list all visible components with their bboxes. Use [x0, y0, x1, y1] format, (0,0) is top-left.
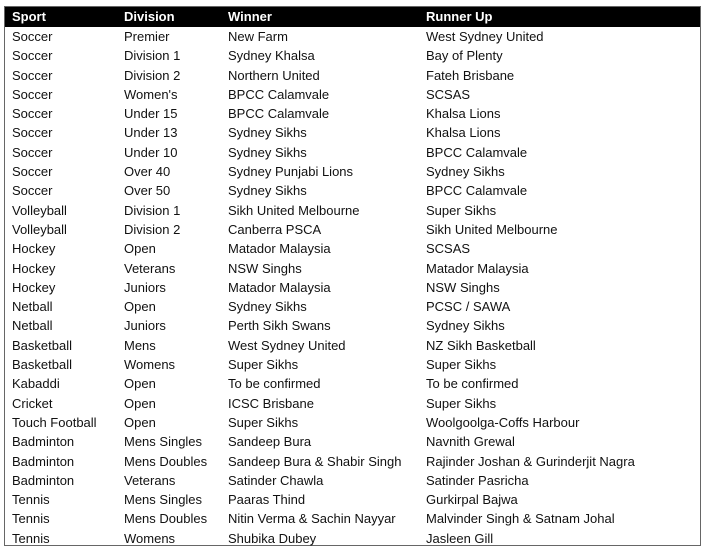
winner-cell: Matador Malaysia [228, 241, 331, 257]
sport-cell: Soccer [12, 29, 53, 44]
table-row [5, 394, 700, 413]
sport-cell: Tennis [12, 511, 50, 527]
division-cell: Open [124, 241, 156, 257]
table-row [5, 181, 700, 200]
runner-up-cell: Bay of Plenty [426, 48, 503, 64]
runner-up-cell: Sydney Sikhs [426, 318, 505, 334]
division-cell: Premier [124, 29, 170, 44]
division-cell: Division 1 [124, 48, 181, 64]
table-row [5, 259, 700, 278]
runner-up-cell: BPCC Calamvale [426, 144, 528, 160]
winner-cell: ICSC Brisbane [228, 395, 314, 411]
table-row [5, 239, 700, 258]
winner-cell: Nitin Verma & Sachin Nayyar [228, 511, 396, 527]
runner-up-cell: Super Sikhs [426, 202, 497, 218]
header-division: Division [124, 9, 175, 24]
table-row [5, 143, 700, 162]
sport-cell: Volleyball [12, 202, 67, 218]
sport-cell: Hockey [12, 241, 56, 257]
winner-cell: Sikh United Melbourne [228, 202, 360, 218]
sport-cell: Netball [12, 299, 53, 315]
winner-cell: Paaras Thind [228, 492, 306, 508]
winner-cell: Sandeep Bura [228, 434, 312, 450]
runner-up-cell: Jasleen Gill [426, 530, 494, 546]
sport-cell: Touch Football [12, 414, 97, 430]
table-row [5, 452, 700, 471]
division-cell: Juniors [124, 318, 166, 334]
division-cell: Veterans [124, 472, 176, 488]
runner-up-cell: Sikh United Melbourne [426, 221, 558, 237]
sport-cell: Cricket [12, 395, 53, 411]
table-row [5, 413, 700, 432]
winner-cell: Super Sikhs [228, 357, 299, 373]
division-cell: Mens Doubles [124, 453, 208, 469]
table-row [5, 490, 700, 509]
runner-up-cell: Super Sikhs [426, 395, 497, 411]
table-row [5, 27, 700, 46]
division-cell: Under 10 [124, 144, 178, 160]
division-cell: Open [124, 299, 156, 315]
results-table [4, 6, 701, 546]
runner-up-cell: Malvinder Singh & Satnam Johal [426, 511, 615, 527]
sport-cell: Tennis [12, 492, 50, 508]
runner-up-cell: Rajinder Joshan & Gurinderjit Nagra [426, 453, 635, 469]
runner-up-cell: West Sydney United [426, 29, 544, 44]
runner-up-cell: NZ Sikh Basketball [426, 337, 536, 353]
table-row [5, 201, 700, 220]
runner-up-cell: Khalsa Lions [426, 106, 501, 122]
runner-up-cell: SCSAS [426, 86, 471, 102]
winner-cell: NSW Singhs [228, 260, 302, 276]
division-cell: Womens [124, 530, 176, 546]
table-row [5, 278, 700, 297]
sport-cell: Soccer [12, 86, 53, 102]
division-cell: Mens Doubles [124, 511, 208, 527]
winner-cell: Super Sikhs [228, 414, 299, 430]
runner-up-cell: Matador Malaysia [426, 260, 529, 276]
sport-cell: Kabaddi [12, 376, 60, 392]
winner-cell: West Sydney United [228, 337, 346, 353]
table-row [5, 85, 700, 104]
winner-cell: New Farm [228, 29, 288, 44]
runner-up-cell: Gurkirpal Bajwa [426, 492, 518, 508]
sport-cell: Soccer [12, 106, 53, 122]
winner-cell: Matador Malaysia [228, 279, 331, 295]
header-winner: Winner [228, 9, 272, 24]
winner-cell: Sandeep Bura & Shabir Singh [228, 453, 402, 469]
sport-cell: Hockey [12, 260, 56, 276]
division-cell: Open [124, 376, 156, 392]
sport-cell: Volleyball [12, 221, 67, 237]
division-cell: Women's [124, 86, 178, 102]
sport-cell: Badminton [12, 453, 75, 469]
winner-cell: Canberra PSCA [228, 221, 322, 237]
division-cell: Mens [124, 337, 156, 353]
winner-cell: Sydney Sikhs [228, 299, 307, 315]
sport-cell: Badminton [12, 434, 75, 450]
division-cell: Division 2 [124, 67, 181, 83]
runner-up-cell: Navnith Grewal [426, 434, 515, 450]
sport-cell: Basketball [12, 357, 72, 373]
table-row [5, 316, 700, 335]
sport-cell: Soccer [12, 164, 53, 180]
table-row [5, 46, 700, 65]
table-body [5, 27, 700, 548]
winner-cell: Sydney Sikhs [228, 183, 307, 199]
sport-cell: Soccer [12, 125, 53, 141]
winner-cell: Sydney Sikhs [228, 144, 307, 160]
header-sport: Sport [12, 9, 46, 24]
runner-up-cell: SCSAS [426, 241, 471, 257]
winner-cell: To be confirmed [228, 376, 321, 392]
winner-cell: Shubika Dubey [228, 530, 317, 546]
sport-cell: Soccer [12, 67, 53, 83]
runner-up-cell: Fateh Brisbane [426, 67, 515, 83]
table-row [5, 162, 700, 181]
runner-up-cell: To be confirmed [426, 376, 519, 392]
runner-up-cell: Satinder Pasricha [426, 472, 529, 488]
division-cell: Open [124, 395, 156, 411]
table-row [5, 336, 700, 355]
table-row [5, 432, 700, 451]
table-row [5, 471, 700, 490]
table-row [5, 374, 700, 393]
division-cell: Division 1 [124, 202, 181, 218]
runner-up-cell: NSW Singhs [426, 279, 500, 295]
sport-cell: Badminton [12, 472, 75, 488]
winner-cell: Sydney Punjabi Lions [228, 164, 354, 180]
sport-cell: Hockey [12, 279, 56, 295]
table-row [5, 297, 700, 316]
division-cell: Open [124, 414, 156, 430]
winner-cell: Satinder Chawla [228, 472, 324, 488]
header-runner-up: Runner Up [426, 9, 493, 24]
table-row [5, 355, 700, 374]
winner-cell: BPCC Calamvale [228, 86, 330, 102]
winner-cell: BPCC Calamvale [228, 106, 330, 122]
runner-up-cell: BPCC Calamvale [426, 183, 528, 199]
division-cell: Juniors [124, 279, 166, 295]
sport-cell: Soccer [12, 183, 53, 199]
division-cell: Under 15 [124, 106, 178, 122]
runner-up-cell: PCSC / SAWA [426, 299, 511, 315]
table-row [5, 104, 700, 123]
sport-cell: Netball [12, 318, 53, 334]
table-row [5, 123, 700, 142]
winner-cell: Perth Sikh Swans [228, 318, 331, 334]
sport-cell: Basketball [12, 337, 72, 353]
division-cell: Over 40 [124, 164, 171, 180]
division-cell: Over 50 [124, 183, 171, 199]
winner-cell: Sydney Sikhs [228, 125, 307, 141]
runner-up-cell: Sydney Sikhs [426, 164, 505, 180]
sport-cell: Soccer [12, 48, 53, 64]
runner-up-cell: Khalsa Lions [426, 125, 501, 141]
runner-up-cell: Woolgoolga-Coffs Harbour [426, 414, 580, 430]
sport-cell: Tennis [12, 530, 50, 546]
table-row [5, 529, 700, 548]
division-cell: Mens Singles [124, 492, 203, 508]
table-header [5, 7, 700, 27]
winner-cell: Northern United [228, 67, 320, 83]
division-cell: Mens Singles [124, 434, 203, 450]
division-cell: Womens [124, 357, 176, 373]
division-cell: Under 13 [124, 125, 178, 141]
division-cell: Division 2 [124, 221, 181, 237]
table-row [5, 66, 700, 85]
table-row [5, 509, 700, 528]
table-row [5, 220, 700, 239]
runner-up-cell: Super Sikhs [426, 357, 497, 373]
division-cell: Veterans [124, 260, 176, 276]
winner-cell: Sydney Khalsa [228, 48, 315, 64]
sport-cell: Soccer [12, 144, 53, 160]
